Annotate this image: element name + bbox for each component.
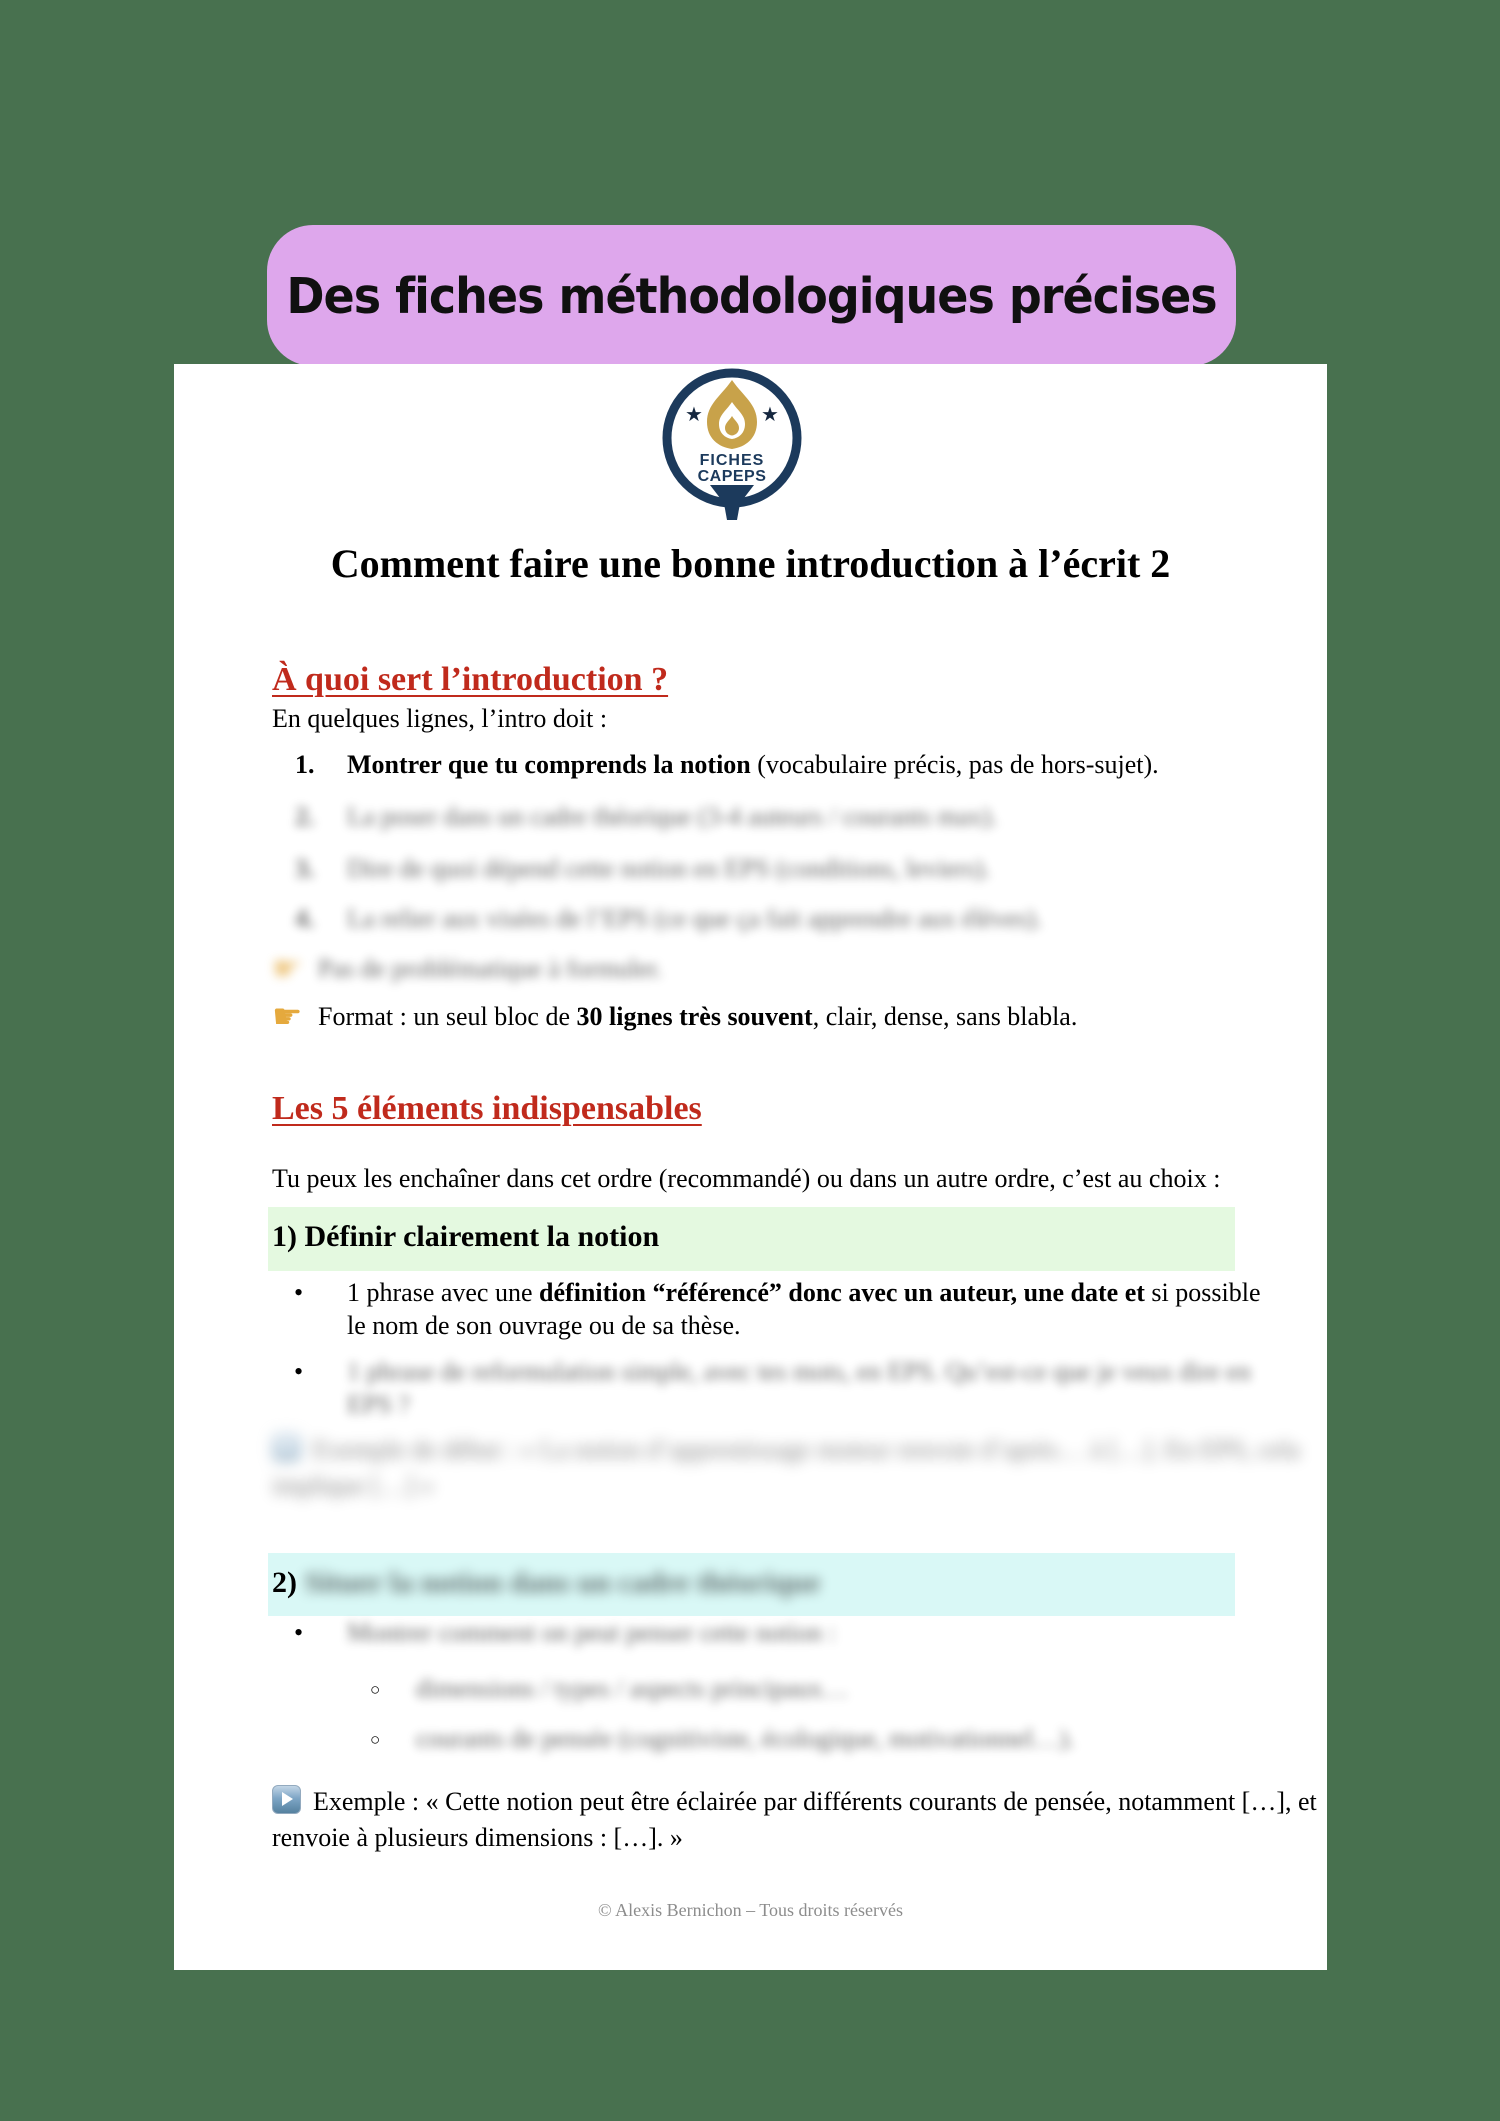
list-item-3-blurred bbox=[295, 852, 1305, 885]
pointing-finger-icon: ☛ bbox=[272, 949, 303, 989]
svg-text:FICHES: FICHES bbox=[699, 452, 765, 469]
bullet-text-blurred: 1 phrase de reformulation simple, avec tes mots, en EPS. Qu’est-ce que je veux dire en EPS ? bbox=[347, 1357, 1251, 1419]
example-line-visible bbox=[272, 1784, 1336, 1856]
play-icon bbox=[272, 1785, 301, 1814]
sub-bullet-dimensions-blurred bbox=[370, 1672, 1270, 1706]
torch-logo-icon bbox=[657, 366, 807, 522]
list-number: 1. bbox=[295, 750, 315, 779]
top-banner bbox=[267, 225, 1236, 366]
sub-bullet-text-blurred: courants de pensée (cognitiviste, écologique, motivationnel…). bbox=[416, 1724, 1075, 1753]
list-item-text: La relier aux visées de l’EPS (ce que ça fait apprendre aux élèves). bbox=[347, 904, 1043, 933]
sub-bullet-text-blurred: dimensions / types / aspects principaux… bbox=[416, 1674, 849, 1703]
pointer-pre: Format : un seul bloc de bbox=[318, 1002, 577, 1031]
list-item-text: La poser dans un cadre théorique (3-4 auteurs / courants max). bbox=[347, 802, 998, 831]
subheading-2-situer bbox=[268, 1553, 1235, 1616]
pointer-post: , clair, dense, sans blabla. bbox=[812, 1002, 1078, 1031]
list-item-bold: Montrer que tu comprends la notion bbox=[347, 750, 751, 779]
example-text: Exemple : « Cette notion peut être éclairée par différents courants de pensée, notamment […], et renvoie à plusieurs dimensions : […]. » bbox=[272, 1787, 1317, 1852]
bullet-pre: 1 phrase avec une bbox=[347, 1278, 540, 1307]
bullet-icon: • bbox=[294, 1618, 304, 1647]
list-number: 4. bbox=[295, 904, 315, 933]
example-line-blurred bbox=[272, 1432, 1336, 1504]
list-item-text: Dire de quoi dépend cette notion en EPS (conditions, leviers). bbox=[347, 854, 991, 883]
bullet-reformulation-blurred bbox=[294, 1355, 1274, 1421]
pointer-bold: 30 lignes très souvent bbox=[576, 1002, 813, 1031]
sub-bullet-icon: ○ bbox=[370, 1730, 381, 1749]
subheading-number: 2) bbox=[272, 1566, 297, 1599]
bullet-icon: • bbox=[294, 1278, 304, 1307]
document-page bbox=[174, 364, 1327, 1970]
bullet-definition bbox=[294, 1276, 1274, 1342]
fiches-capeps-logo bbox=[657, 366, 807, 522]
bullet-bold: définition “référencé” donc avec un auteur, une date et bbox=[539, 1278, 1145, 1307]
pointer-line-format bbox=[272, 997, 1332, 1037]
pointer-line-blurred bbox=[272, 949, 1332, 989]
bullet-text-blurred: Montrer comment on peut penser cette notion : bbox=[347, 1618, 836, 1647]
list-item-4-blurred bbox=[295, 902, 1305, 935]
copyright-footer: © Alexis Bernichon – Tous droits réservés bbox=[597, 1900, 904, 1920]
list-item-rest: (vocabulaire précis, pas de hors-sujet). bbox=[750, 750, 1159, 779]
subheading-1-definir bbox=[268, 1207, 1235, 1271]
list-item-1 bbox=[295, 748, 1305, 781]
section-heading-elements: Les 5 éléments indispensables bbox=[272, 1090, 702, 1127]
svg-text:★: ★ bbox=[685, 402, 703, 426]
pointer-text: Pas de problématique à formuler. bbox=[318, 954, 663, 983]
subheading-text: Définir clairement la notion bbox=[297, 1220, 660, 1253]
sub-bullet-courants-blurred bbox=[370, 1722, 1270, 1756]
section-heading-intro: À quoi sert l’introduction ? bbox=[272, 661, 669, 698]
sub-bullet-icon: ○ bbox=[370, 1680, 381, 1699]
list-number: 3. bbox=[295, 854, 315, 883]
list-item-2-blurred bbox=[295, 800, 1305, 833]
list-number: 2. bbox=[295, 802, 315, 831]
elements-lead: Tu peux les enchaîner dans cet ordre (recommandé) ou dans un autre ordre, c’est au choix : bbox=[272, 1164, 1221, 1193]
bullet-icon: • bbox=[294, 1357, 304, 1386]
subheading-number: 1) bbox=[272, 1220, 297, 1253]
bullet-penser-blurred bbox=[294, 1616, 1274, 1649]
banner-title: Des fiches méthodologiques précises bbox=[286, 266, 1217, 325]
example-text-blurred: Exemple de début : « La notion d’apprentissage moteur renvoie d’après… à […]. En EPS, cela implique […] » bbox=[272, 1435, 1300, 1500]
play-icon bbox=[272, 1433, 301, 1462]
pointing-finger-icon: ☛ bbox=[272, 997, 303, 1037]
svg-text:CAPEPS: CAPEPS bbox=[697, 468, 767, 485]
svg-text:★: ★ bbox=[761, 402, 779, 426]
intro-lead: En quelques lignes, l’intro doit : bbox=[272, 704, 608, 733]
bullet-post: si possible le nom de son ouvrage ou de sa thèse. bbox=[347, 1278, 1261, 1340]
page-title: Comment faire une bonne introduction à l’écrit 2 bbox=[330, 541, 1171, 586]
subheading-text-blurred: Situer la notion dans un cadre théorique bbox=[297, 1566, 821, 1599]
